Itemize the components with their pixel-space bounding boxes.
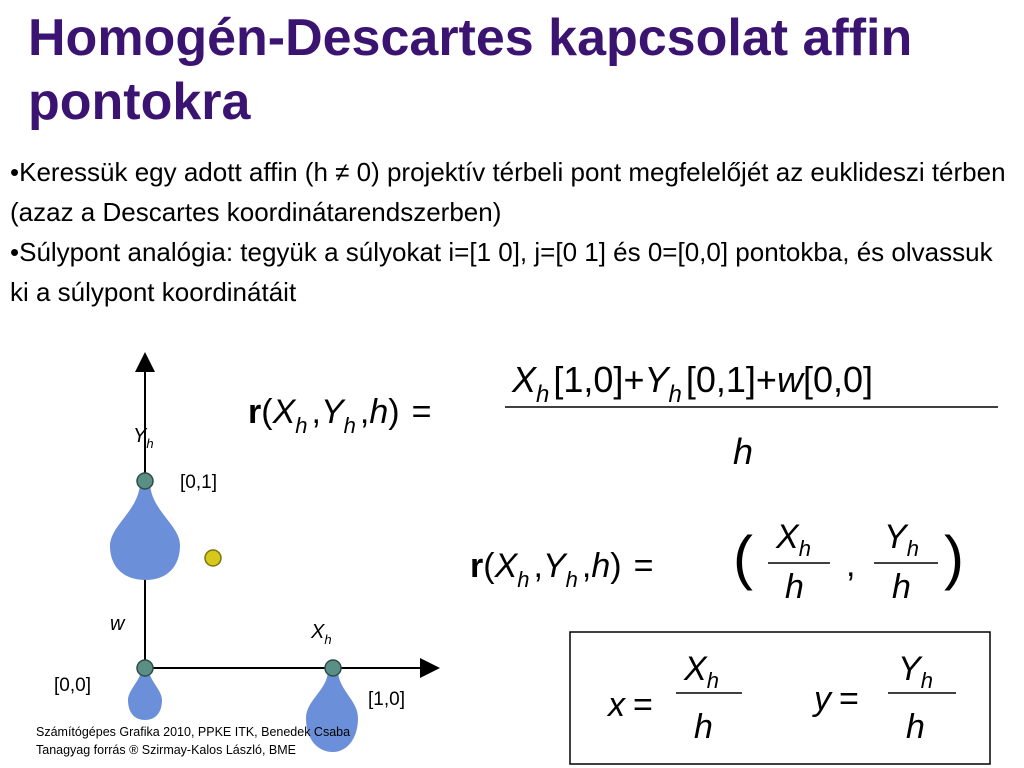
formula3-y-eq: y = — [814, 680, 859, 718]
formula-cartesian-vector — [470, 518, 964, 606]
bullet-item: •Keressük egy adott affin (h ≠ 0) projektív térbeli pont megfelelőjét az euklideszi térben (azaz a Descartes koordinátarendszerben) — [10, 157, 1006, 227]
bullet-item: •Súlypont analógia: tegyük a súlyokat i=[1 0], j=[0 1] és 0=[0,0] pontokba, és olvassuk ki a súlypont koordinátáit — [10, 237, 993, 307]
footer-credits — [36, 723, 350, 759]
formula3-frac2-den: h — [906, 708, 925, 746]
formula3-frac1-num: $X_h$ — [684, 650, 719, 693]
node-1-0 — [325, 660, 341, 676]
formula3-x-eq: x = — [608, 686, 653, 724]
w-label: w — [110, 613, 125, 635]
point-0-1-label: [0,1] — [180, 472, 217, 493]
node-0-0 — [137, 660, 153, 676]
weight-blob-origin — [128, 670, 162, 720]
formula3-frac2-num: $Y_h$ — [898, 650, 933, 693]
footer-line: Tanagyag forrás ® Szirmay-Kalos László, BME — [36, 743, 297, 757]
centroid-point — [205, 550, 221, 566]
formula1-lhs: $r(X_h$ $,Y_h$ ,h) = — [248, 393, 432, 438]
formula-coordinates — [606, 650, 956, 746]
footer-line: Számítógépes Grafika 2010, PPKE ITK, Benedek Csaba — [36, 725, 351, 739]
formula2-open-paren: ( — [733, 524, 753, 591]
formula2-frac1-num: $X_h$ — [776, 518, 811, 561]
formula1-denominator: h — [733, 431, 754, 472]
formula2-lhs: $r(X_h$ $,Y_h$ ,h) = — [470, 547, 654, 592]
formula2-frac2-den: h — [892, 568, 911, 606]
formula2-frac2-num: $Y_h$ — [884, 518, 919, 561]
point-0-0-label: [0,0] — [54, 675, 91, 696]
node-0-1 — [137, 473, 153, 489]
formula2-close-paren: ) — [944, 524, 964, 591]
slide-title: Homogén-Descartes kapcsolat affin pontokra — [28, 9, 913, 131]
formula1-numerator: $X_h$ $[1,0]+Y_h$ [0,1]+w[0,0] — [512, 359, 873, 408]
weight-blob-y — [110, 482, 180, 580]
formula2-frac1-den: h — [785, 568, 804, 606]
formula-homogeneous-sum — [248, 359, 998, 472]
yh-label: $Y_h$ — [133, 425, 154, 451]
xh-label: $X_h$ — [311, 621, 332, 647]
formula2-comma: , — [846, 546, 856, 584]
point-1-0-label: [1,0] — [368, 689, 405, 710]
formula3-frac1-den: h — [694, 708, 713, 746]
